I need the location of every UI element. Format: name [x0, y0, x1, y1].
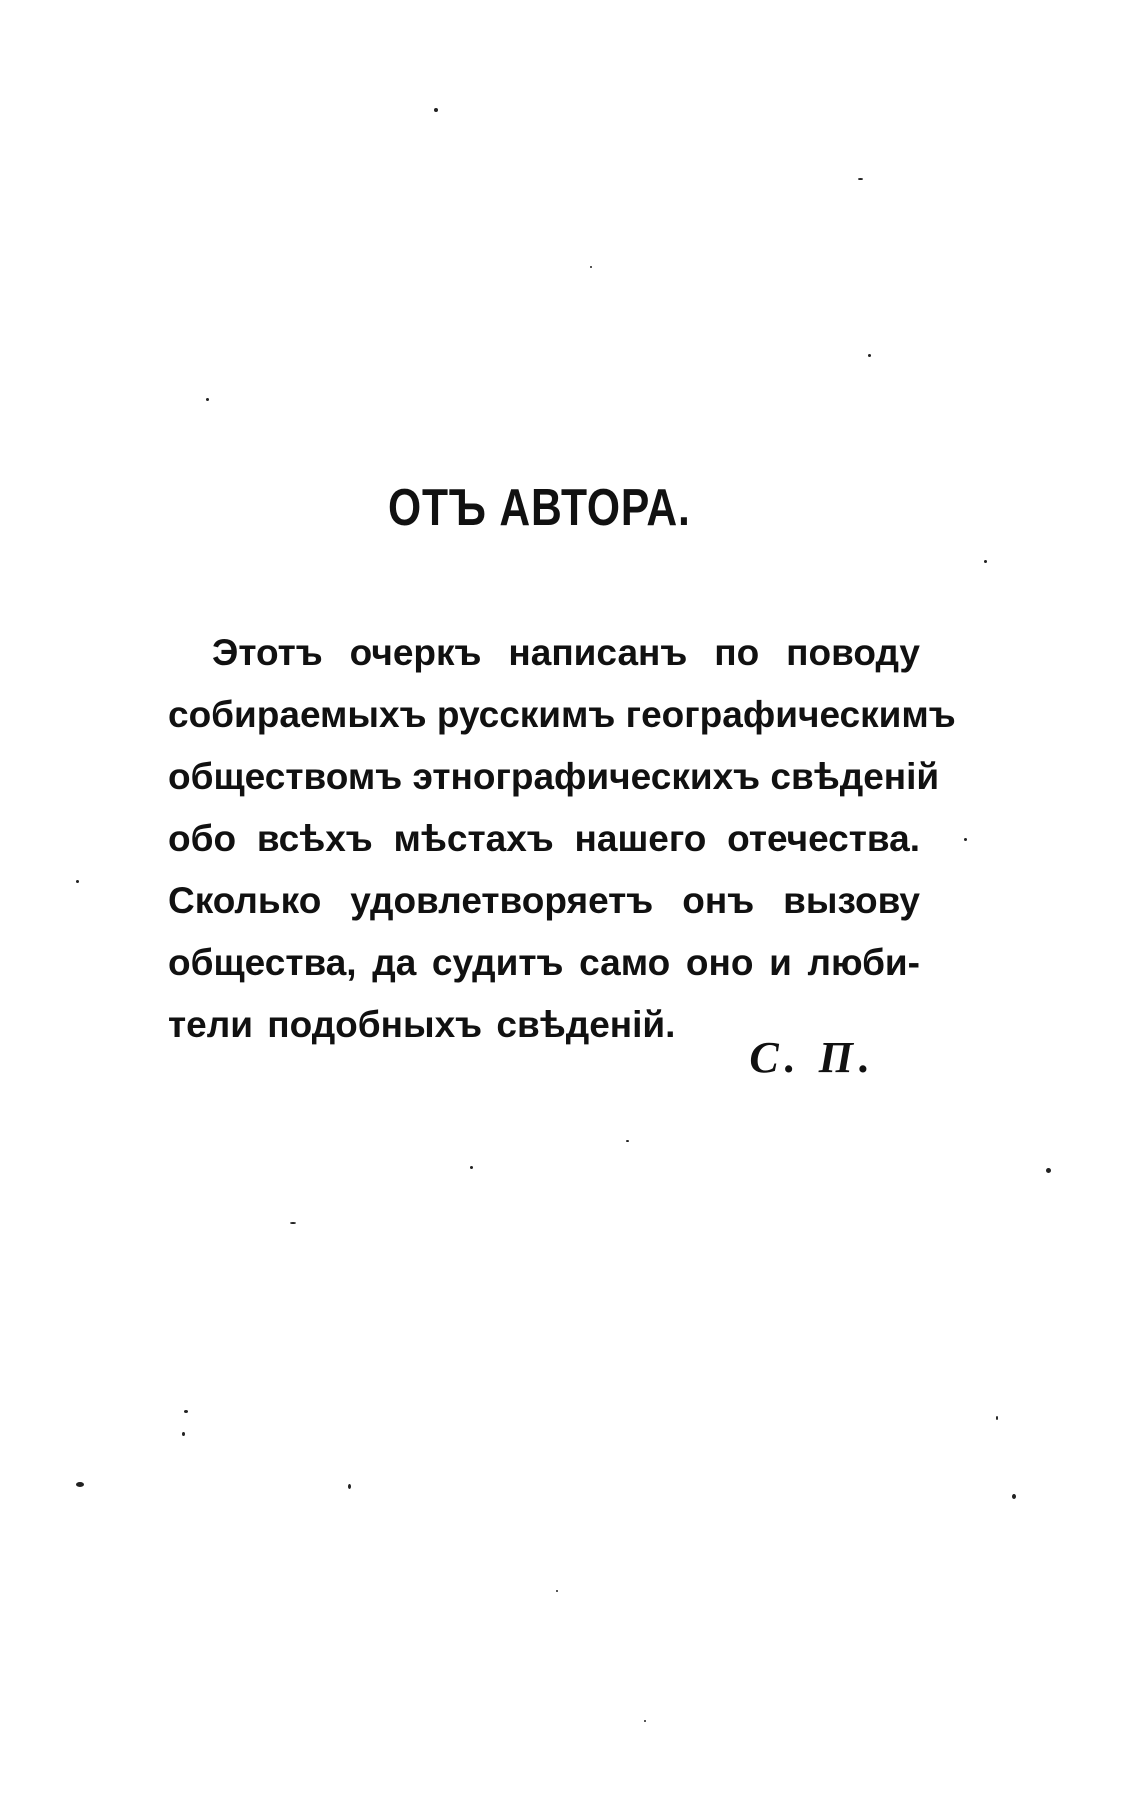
scan-speck	[984, 560, 987, 563]
text-line: Сколько удовлетворяетъ онъ вызову	[168, 880, 920, 921]
scan-speck	[348, 1484, 351, 1489]
scan-speck	[1012, 1494, 1016, 1499]
scan-speck	[1046, 1168, 1051, 1173]
scan-speck	[868, 354, 871, 357]
text-line: собираемыхъ русскимъ географическимъ	[168, 694, 956, 735]
scan-speck	[182, 1432, 185, 1436]
text-line: Этотъ очеркъ написанъ по поводу	[212, 632, 920, 673]
scan-speck	[996, 1416, 998, 1420]
scan-speck	[556, 1590, 558, 1592]
author-signature: С. П.	[749, 1033, 876, 1082]
scan-speck	[290, 1222, 296, 1224]
scan-speck	[858, 178, 863, 180]
text-line: тели подобныхъ свѣденій.	[168, 1004, 676, 1045]
scan-speck	[76, 1482, 84, 1487]
scan-speck	[626, 1140, 629, 1142]
text-line: обществомъ этнографическихъ свѣденій	[168, 756, 940, 797]
scan-speck	[964, 838, 967, 841]
page-heading: ОТЪ АВТОРА.	[388, 479, 691, 537]
text-line: обо всѣхъ мѣстахъ нашего отечества.	[168, 818, 920, 859]
scan-speck	[76, 880, 79, 883]
scan-speck	[206, 398, 209, 401]
scan-speck	[644, 1720, 646, 1722]
scan-speck	[590, 266, 592, 268]
scan-speck	[434, 108, 438, 112]
text-line: общества, да судитъ само оно и люби-	[168, 942, 920, 983]
preface-paragraph	[168, 622, 956, 1056]
scan-speck	[184, 1410, 188, 1413]
scan-speck	[470, 1166, 473, 1169]
